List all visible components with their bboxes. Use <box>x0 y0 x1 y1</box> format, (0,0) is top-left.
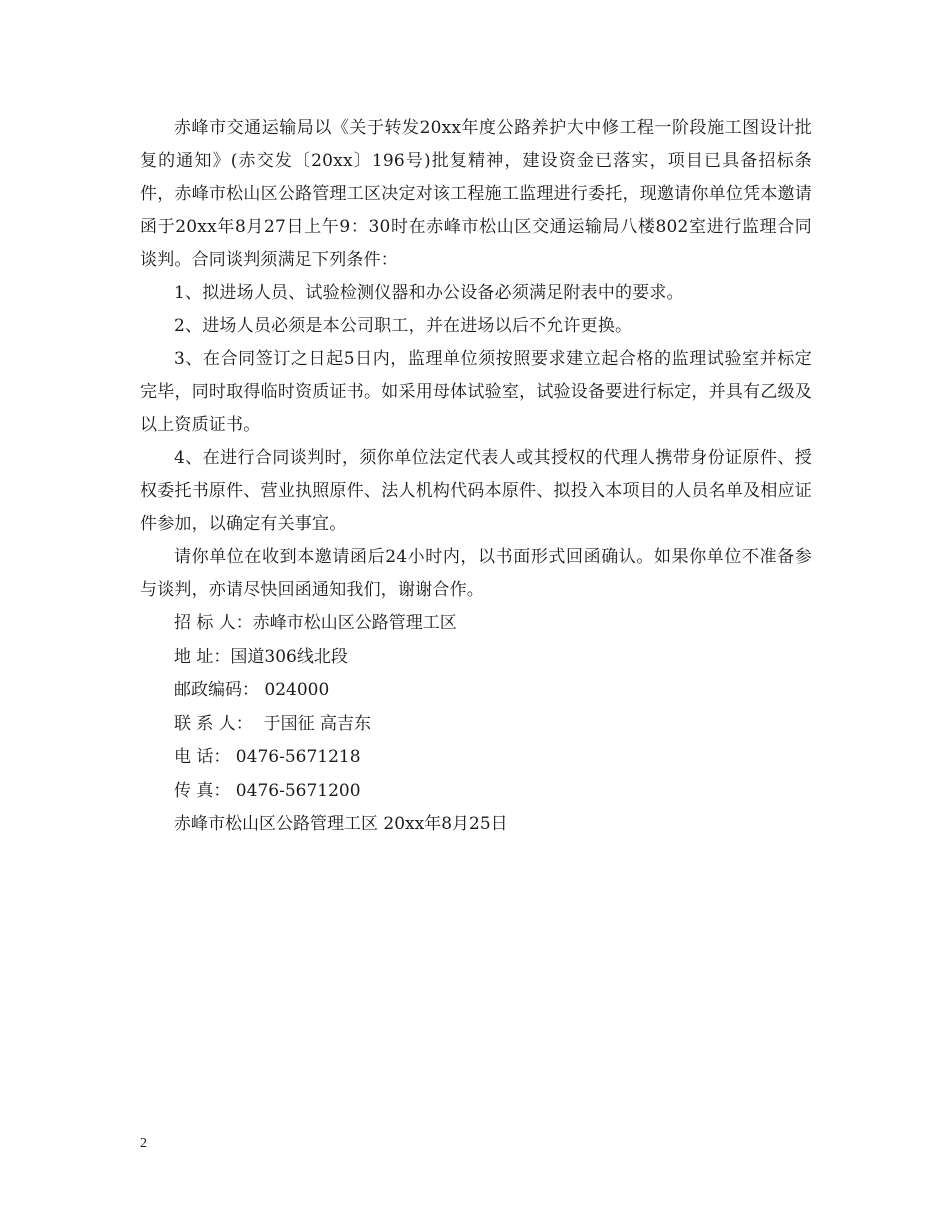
condition-2: 2、进场人员必须是本公司职工，并在进场以后不允许更换。 <box>174 316 633 336</box>
address-line: 地 址：国道306线北段 <box>174 646 348 667</box>
page-number: 2 <box>140 1136 147 1151</box>
tenderer-line: 招 标 人：赤峰市松山区公路管理工区 <box>174 613 457 633</box>
condition-3: 3、在合同签订之日起5日内，监理单位须按照要求建立起合格的监理试验室并标定完毕，同时取得临时资质证书。如采用母体试验室，试验设备要进行标定，并具有乙级及以上资质证书。 <box>140 349 812 435</box>
phone-line: 电 话： 0476-5671218 <box>174 747 361 767</box>
document-page <box>140 112 812 842</box>
contact-line: 联 系 人： 于国征 高吉东 <box>174 713 372 734</box>
condition-1: 1、拟进场人员、试验检测仪器和办公设备必须满足附表中的要求。 <box>174 283 684 303</box>
condition-4: 4、在进行合同谈判时，须你单位法定代表人或其授权的代理人携带身份证原件、授权委托书原件、营业执照原件、法人机构代码本原件、拟投入本项目的人员名单及相应证件参加，以确定有关事宜。 <box>140 448 812 534</box>
intro-paragraph: 赤峰市交通运输局以《关于转发20xx年度公路养护大中修工程一阶段施工图设计批复的通知》(赤交发〔20xx〕196号)批复精神，建设资金已落实，项目已具备招标条件，赤峰市松山区公路管理工区决定对该工程施工监理进行委托，现邀请你单位凭本邀请函于20xx年8月27日上午9：30时在赤峰市松山区交通运输局八楼802室进行监理合同谈判。合同谈判须满足下列条件： <box>140 118 812 270</box>
fax-line: 传 真： 0476-5671200 <box>174 780 361 801</box>
postcode-line: 邮政编码： 024000 <box>174 680 330 700</box>
signature-line: 赤峰市松山区公路管理工区 20xx年8月25日 <box>174 814 508 834</box>
reply-request-paragraph: 请你单位在收到本邀请函后24小时内，以书面形式回函确认。如果你单位不准备参与谈判，亦请尽快回函通知我们，谢谢合作。 <box>140 547 812 600</box>
